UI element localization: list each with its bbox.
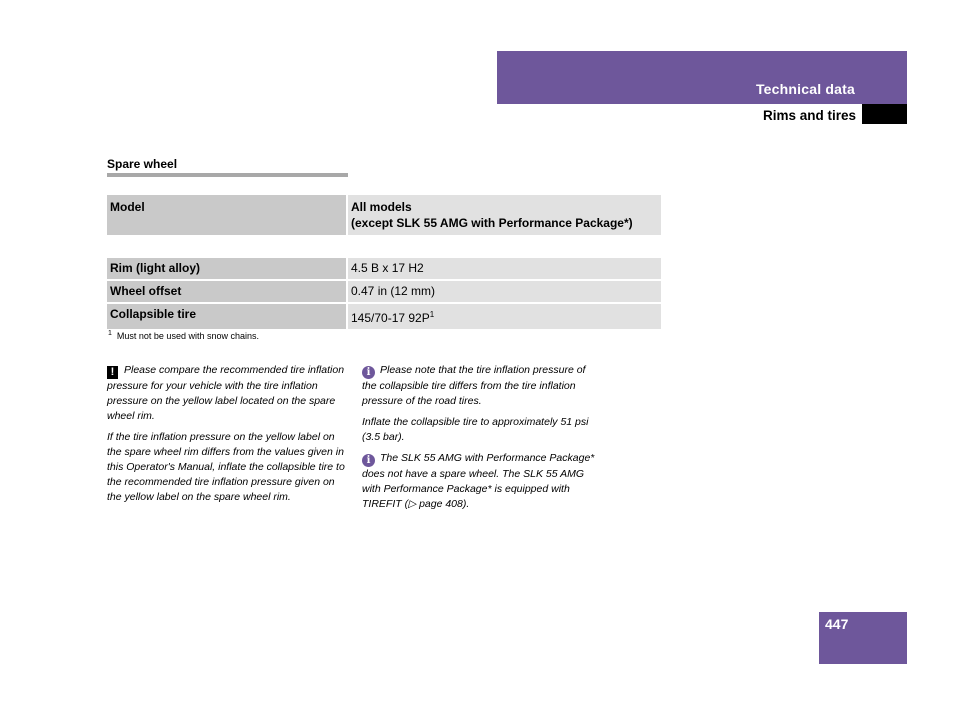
row-label: Collapsible tire	[107, 304, 348, 329]
note-paragraph	[362, 363, 602, 409]
row-value: 4.5 B x 17 H2	[348, 258, 661, 279]
info-notes	[362, 363, 602, 518]
tire-size: 145/70-17 92P	[351, 311, 430, 325]
model-label: Model	[107, 195, 348, 235]
row-value: 0.47 in (12 mm)	[348, 281, 661, 302]
info-text: Please note that the tire inflation pressure of the collapsible tire differs from the tire inflation pressure of the road tires.	[362, 364, 586, 407]
spare-wheel-heading: Spare wheel	[107, 157, 178, 171]
footnote-mark: 1	[108, 330, 112, 337]
info-icon: i	[362, 454, 375, 467]
heading-rule	[107, 173, 348, 177]
note-paragraph: If the tire inflation pressure on the yellow label on the spare wheel rim differs from the values given in this Operator's Manual, inflate the collapsible tire to the recommended tire inflation pressure given on the yellow label on the spare wheel rim.	[107, 431, 345, 503]
warning-text: Please compare the recommended tire inflation pressure for your vehicle with the tire inflation pressure on the yellow label located on the spare wheel rim.	[107, 364, 345, 422]
row-label: Rim (light alloy)	[107, 258, 348, 279]
model-table	[107, 193, 661, 237]
row-label: Wheel offset	[107, 281, 348, 302]
model-value	[348, 195, 661, 235]
footnote-text: Must not be used with snow chains.	[116, 331, 259, 341]
page-number-box	[819, 612, 907, 664]
chapter-header-band	[497, 51, 907, 104]
row-value	[348, 304, 661, 329]
section-title: Rims and tires	[762, 108, 856, 123]
info-text: The SLK 55 AMG with Performance Package* does not have a spare wheel. The SLK 55 AMG with Performance Package* is equipped with TIREFIT (▷ page 408).	[362, 452, 595, 510]
info-icon: i	[362, 366, 375, 379]
spec-table	[107, 256, 661, 331]
page-number: 447	[825, 616, 849, 632]
footnote	[108, 330, 259, 341]
table-row	[107, 258, 661, 279]
table-row	[107, 281, 661, 302]
chapter-title: Technical data	[755, 81, 855, 97]
section-tab-marker	[862, 104, 907, 124]
note-paragraph	[107, 363, 347, 424]
warning-icon: !	[107, 366, 118, 379]
footnote-ref: 1	[429, 310, 435, 319]
note-paragraph	[362, 451, 602, 512]
model-value-line1: All models	[351, 200, 412, 214]
model-value-line2: (except SLK 55 AMG with Performance Package*)	[351, 216, 633, 230]
table-row	[107, 304, 661, 329]
note-paragraph: Inflate the collapsible tire to approximately 51 psi (3.5 bar).	[362, 416, 589, 443]
table-row	[107, 195, 661, 235]
warning-notes	[107, 363, 347, 511]
